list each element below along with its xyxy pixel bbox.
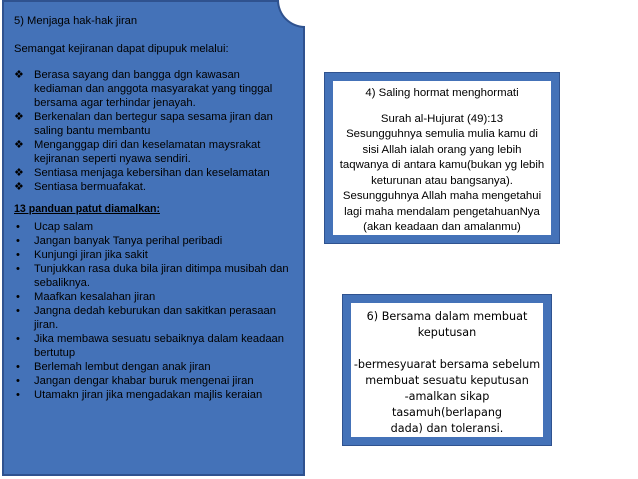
bullet-item: ❖ Berasa sayang dan bangga dgn kawasan kediaman dan anggota masyarakat yang tinggal bersama agar terhindar jenayah.	[14, 69, 273, 109]
box-text-line: lagi maha mendalam pengetahuanNya	[344, 205, 540, 218]
box-saling-hormat-content	[333, 81, 551, 235]
box-text-line: Sesungguhnya semulia mulia kamu di	[346, 128, 538, 140]
box-text-line: membuat sesuatu keputusan	[365, 374, 529, 387]
bullet-item: ❖ Menganggap diri dan keselamatan maysrakat kejiranan seperti nyawa sendiri.	[14, 139, 261, 165]
bullet-dot-icon: •	[16, 263, 20, 275]
guide-item: • Jangan dengar khabar buruk mengenai jiran	[16, 375, 254, 387]
guide-item: • Jangan banyak Tanya perihal peribadi	[16, 235, 223, 247]
box-saling-hormat	[324, 72, 560, 244]
guide-item: • Kunjungi jiran jika sakit	[16, 249, 148, 261]
box-heading	[367, 309, 528, 341]
left-panel	[2, 0, 305, 476]
guide-item: • Jangna dedah keburukan dan sakitkan perasaan jiran.	[16, 305, 276, 331]
intro-text: Semangat kejiranan dapat dipupuk melalui:	[14, 43, 229, 55]
guide-item: • Ucap salam	[16, 221, 94, 233]
guide-heading: 13 panduan patut diamalkan:	[14, 203, 160, 215]
box-text-line: taqwanya di antara kamu(bukan yg lebih	[339, 159, 545, 171]
box-text-line: -amalkan sikap tasamuh(berlapang	[391, 390, 503, 419]
box-bersama-keputusan	[342, 294, 552, 446]
bullet-item: ❖ Sentiasa menjaga kebersihan dan keselamatan	[14, 167, 270, 179]
bullet-item: ❖ Sentiasa bermuafakat.	[14, 181, 146, 193]
bullet-dot-icon: •	[16, 305, 20, 317]
box-text-line: dada) dan toleransi.	[390, 422, 504, 435]
guide-item: • Jika membawa sesuatu sebaiknya dalam keadaan bertutup	[16, 333, 284, 359]
bullet-dot-icon: •	[16, 291, 20, 303]
guide-item: • Tunjukkan rasa duka bila jiran ditimpa musibah dan sebaliknya.	[16, 263, 289, 289]
box-text-line: -bermesyuarat bersama sebelum	[353, 358, 541, 371]
box-bersama-keputusan-content	[351, 303, 543, 437]
bullet-dot-icon: •	[16, 221, 20, 233]
box-text-line: (akan keadaan dan amalanmu)	[363, 221, 521, 233]
diamond-bullet-icon: ❖	[14, 111, 24, 123]
bullet-dot-icon: •	[16, 375, 20, 387]
bullet-list	[14, 68, 289, 194]
box-text-line: Surah al-Hujurat (49):13	[380, 112, 504, 125]
guide-item: • Maafkan kesalahan jiran	[16, 291, 156, 303]
box-heading-line: keputusan	[417, 326, 477, 339]
box-heading-line: 6) Bersama dalam membuat	[366, 310, 528, 323]
box-text-line: sisi Allah ialah orang yang lebih	[362, 143, 522, 156]
diamond-bullet-icon: ❖	[14, 69, 24, 81]
bullet-dot-icon: •	[16, 249, 20, 261]
bullet-dot-icon: •	[16, 389, 20, 401]
bullet-item: ❖ Berkenalan dan bertegur sapa sesama jiran dan saling bantu membantu	[14, 111, 273, 137]
diamond-bullet-icon: ❖	[14, 139, 24, 151]
bullet-dot-icon: •	[16, 235, 20, 247]
bullet-dot-icon: •	[16, 361, 20, 373]
guide-list	[14, 220, 289, 402]
diamond-bullet-icon: ❖	[14, 167, 24, 179]
left-panel-content	[14, 14, 289, 402]
section-title: 5) Menjaga hak-hak jiran	[14, 15, 138, 27]
guide-item: • Utamakn jiran jika mengadakan majlis keraian	[16, 389, 263, 401]
bullet-dot-icon: •	[16, 333, 20, 345]
box-text-line: Sesungguhnya Allah maha mengetahui	[342, 190, 542, 202]
diamond-bullet-icon: ❖	[14, 181, 24, 193]
box-text-line: keturunan atau bangsanya).	[371, 174, 513, 187]
box-heading: 4) Saling hormat menghormati	[365, 87, 519, 99]
guide-item: • Berlemah lembut dengan anak jiran	[16, 361, 211, 373]
